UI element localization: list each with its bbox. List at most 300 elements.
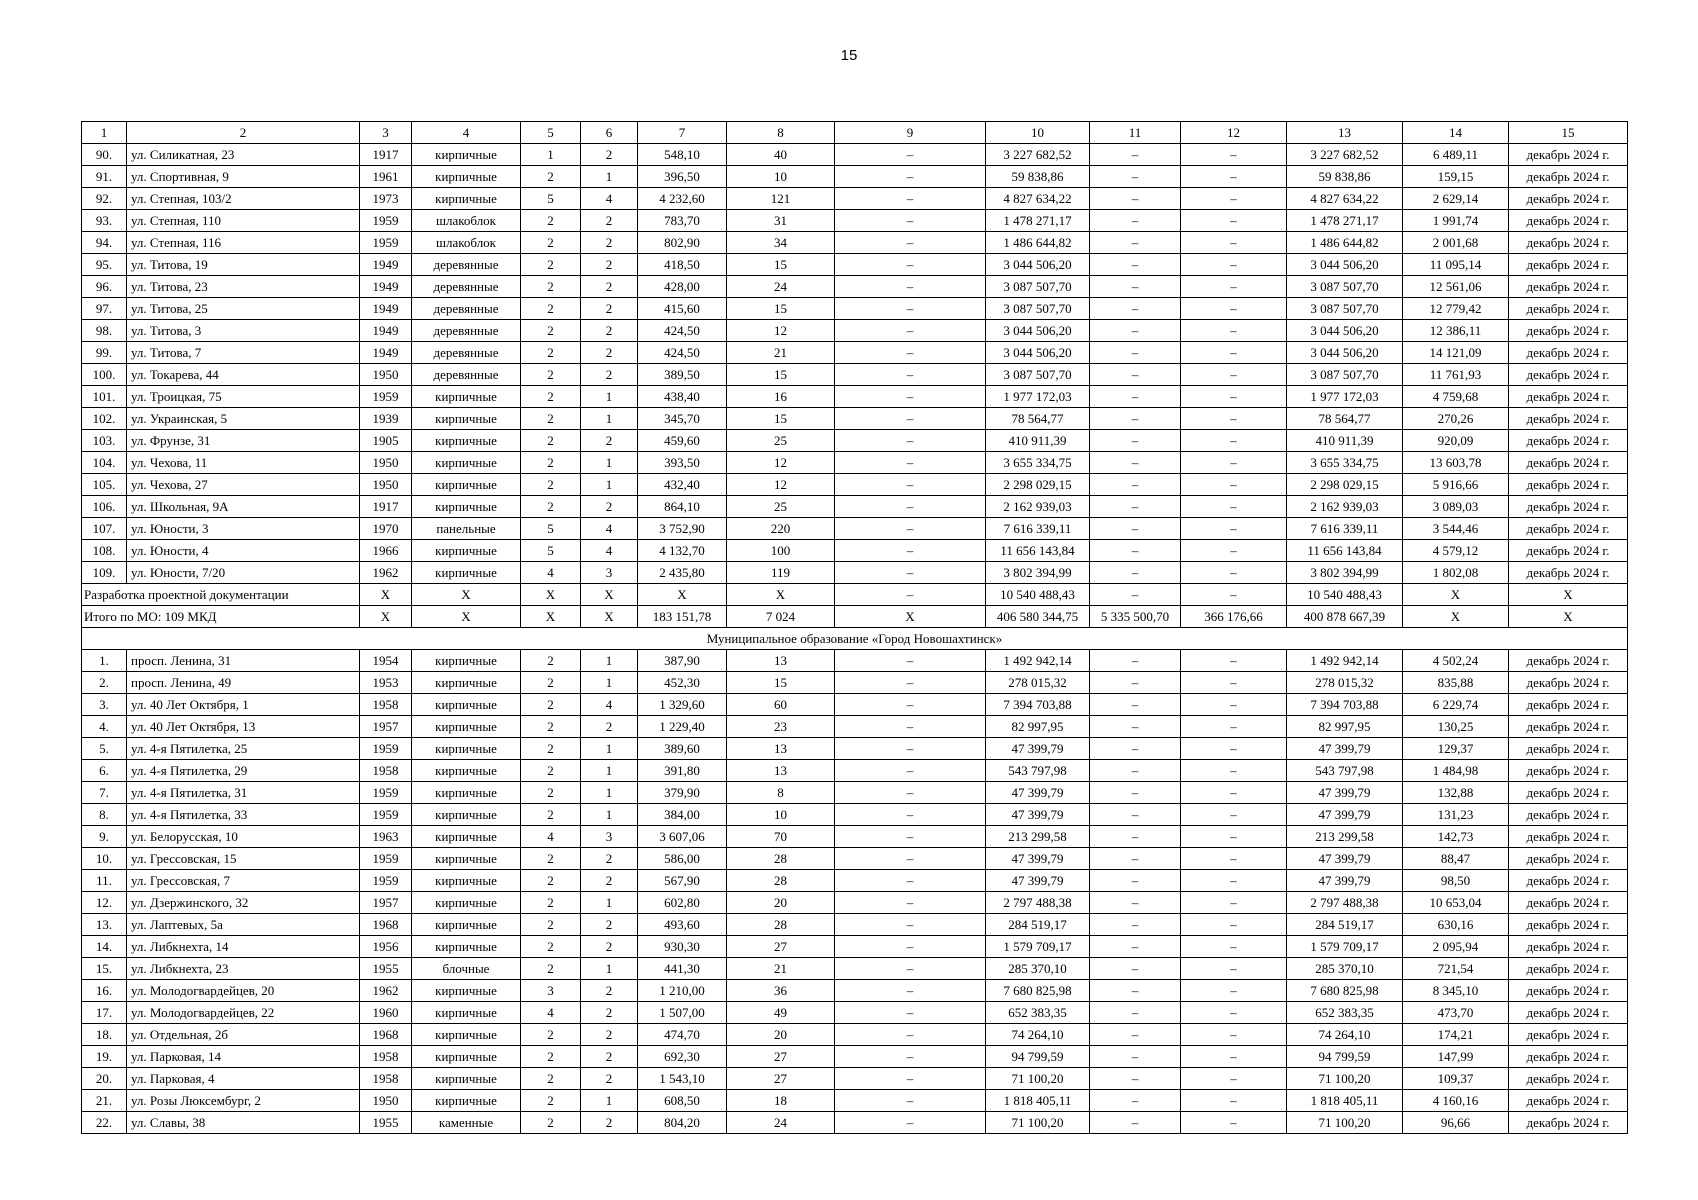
table-cell: 1962 xyxy=(360,980,412,1002)
table-cell: 1 579 709,17 xyxy=(1287,936,1403,958)
table-cell: – xyxy=(1090,782,1181,804)
table-cell: – xyxy=(1090,738,1181,760)
table-cell: Х xyxy=(581,584,638,606)
table-cell: 2 xyxy=(521,254,581,276)
table-cell: 3 227 682,52 xyxy=(1287,144,1403,166)
table-cell: Х xyxy=(521,584,581,606)
table-row xyxy=(82,342,1628,364)
table-cell: 94 799,59 xyxy=(986,1046,1090,1068)
table-cell: 387,90 xyxy=(638,650,727,672)
table-cell: – xyxy=(1181,1002,1287,1024)
table-cell: 2 095,94 xyxy=(1403,936,1509,958)
table-cell: ул. Силикатная, 23 xyxy=(127,144,360,166)
table-cell: 24 xyxy=(727,276,835,298)
table-cell: 11 656 143,84 xyxy=(1287,540,1403,562)
table-cell: 102. xyxy=(82,408,127,430)
table-cell: – xyxy=(1181,584,1287,606)
table-cell: Итого по МО: 109 МКД xyxy=(82,606,360,628)
table-cell: 21 xyxy=(727,342,835,364)
table-cell: 25 xyxy=(727,430,835,452)
table-cell: 7 xyxy=(638,122,727,144)
table-cell: Х xyxy=(360,584,412,606)
table-row xyxy=(82,540,1628,562)
table-cell: 10 xyxy=(727,166,835,188)
table-cell: – xyxy=(1181,1024,1287,1046)
table-cell: 20 xyxy=(727,892,835,914)
section-title-row xyxy=(82,628,1628,650)
table-row xyxy=(82,298,1628,320)
table-cell: декабрь 2024 г. xyxy=(1509,980,1628,1002)
table-cell: 602,80 xyxy=(638,892,727,914)
table-cell: 13 xyxy=(727,650,835,672)
table-cell: 1963 xyxy=(360,826,412,848)
table-row xyxy=(82,386,1628,408)
table-cell: 3 227 682,52 xyxy=(986,144,1090,166)
table-cell: 8 345,10 xyxy=(1403,980,1509,1002)
table-cell: ул. Спортивная, 9 xyxy=(127,166,360,188)
table-cell: деревянные xyxy=(412,320,521,342)
table-cell: 278 015,32 xyxy=(1287,672,1403,694)
table-cell: – xyxy=(1181,892,1287,914)
table-cell: – xyxy=(1090,144,1181,166)
table-cell: Х xyxy=(1403,606,1509,628)
table-cell: 7 024 xyxy=(727,606,835,628)
table-cell: 1 xyxy=(581,782,638,804)
table-cell: декабрь 2024 г. xyxy=(1509,210,1628,232)
table-row xyxy=(82,232,1628,254)
table-cell: декабрь 2024 г. xyxy=(1509,1090,1628,1112)
table-cell: – xyxy=(1090,452,1181,474)
table-cell: 2 xyxy=(581,914,638,936)
table-cell: – xyxy=(835,276,986,298)
table-cell: декабрь 2024 г. xyxy=(1509,760,1628,782)
table-cell: 2 xyxy=(521,342,581,364)
table-cell: – xyxy=(835,848,986,870)
table-cell: – xyxy=(1090,804,1181,826)
table-cell: 11 656 143,84 xyxy=(986,540,1090,562)
table-cell: 3 044 506,20 xyxy=(986,254,1090,276)
table-cell: декабрь 2024 г. xyxy=(1509,936,1628,958)
table-cell: 23 xyxy=(727,716,835,738)
table-row xyxy=(82,1002,1628,1024)
table-cell: – xyxy=(835,716,986,738)
table-cell: Х xyxy=(412,584,521,606)
table-cell: 2 xyxy=(521,870,581,892)
register-table xyxy=(81,121,1628,1134)
table-cell: 220 xyxy=(727,518,835,540)
table-cell: кирпичные xyxy=(412,496,521,518)
table-cell: – xyxy=(835,870,986,892)
table-cell: 652 383,35 xyxy=(986,1002,1090,1024)
table-cell: 47 399,79 xyxy=(986,870,1090,892)
table-cell: ул. Парковая, 4 xyxy=(127,1068,360,1090)
table-cell: – xyxy=(1090,826,1181,848)
table-cell: 7 616 339,11 xyxy=(1287,518,1403,540)
table-cell: кирпичные xyxy=(412,848,521,870)
table-cell: – xyxy=(1181,1068,1287,1090)
table-cell: 1 991,74 xyxy=(1403,210,1509,232)
table-cell: – xyxy=(835,232,986,254)
table-cell: 3 544,46 xyxy=(1403,518,1509,540)
table-cell: 101. xyxy=(82,386,127,408)
table-cell: – xyxy=(835,892,986,914)
table-cell: 4. xyxy=(82,716,127,738)
table-cell: 1959 xyxy=(360,848,412,870)
table-cell: ул. Степная, 103/2 xyxy=(127,188,360,210)
table-cell: – xyxy=(835,1112,986,1134)
table-cell: Муниципальное образование «Город Новошахтинск» xyxy=(82,628,1628,650)
table-cell: декабрь 2024 г. xyxy=(1509,1112,1628,1134)
table-cell: ул. Славы, 38 xyxy=(127,1112,360,1134)
table-cell: 379,90 xyxy=(638,782,727,804)
table-cell: – xyxy=(1090,540,1181,562)
table-cell: – xyxy=(1090,518,1181,540)
table-cell: – xyxy=(1090,958,1181,980)
table-cell: – xyxy=(1090,760,1181,782)
table-cell: Х xyxy=(1509,584,1628,606)
table-cell: 1 486 644,82 xyxy=(986,232,1090,254)
table-cell: 108. xyxy=(82,540,127,562)
table-cell: – xyxy=(1090,364,1181,386)
table-cell: 59 838,86 xyxy=(986,166,1090,188)
table-cell: 90. xyxy=(82,144,127,166)
table-cell: декабрь 2024 г. xyxy=(1509,804,1628,826)
table-cell: Х xyxy=(581,606,638,628)
table-cell: 2. xyxy=(82,672,127,694)
table-cell: 71 100,20 xyxy=(986,1112,1090,1134)
table-cell: – xyxy=(1181,1112,1287,1134)
table-cell: 1 xyxy=(581,474,638,496)
table-cell: 100. xyxy=(82,364,127,386)
table-row xyxy=(82,672,1628,694)
table-cell: декабрь 2024 г. xyxy=(1509,870,1628,892)
table-cell: – xyxy=(1090,276,1181,298)
table-cell: 11. xyxy=(82,870,127,892)
table-cell: 1 210,00 xyxy=(638,980,727,1002)
table-cell: декабрь 2024 г. xyxy=(1509,826,1628,848)
table-cell: 410 911,39 xyxy=(1287,430,1403,452)
table-cell: 1 xyxy=(581,804,638,826)
table-row xyxy=(82,254,1628,276)
table-cell: 3. xyxy=(82,694,127,716)
table-cell: ул. Отдельная, 2б xyxy=(127,1024,360,1046)
table-cell: 400 878 667,39 xyxy=(1287,606,1403,628)
table-cell: 12 779,42 xyxy=(1403,298,1509,320)
table-row xyxy=(82,760,1628,782)
table-cell: 5. xyxy=(82,738,127,760)
table-row xyxy=(82,738,1628,760)
table-cell: кирпичные xyxy=(412,914,521,936)
table-cell: – xyxy=(1090,936,1181,958)
table-cell: – xyxy=(835,452,986,474)
table-cell: 5 916,66 xyxy=(1403,474,1509,496)
table-cell: 27 xyxy=(727,936,835,958)
table-cell: 174,21 xyxy=(1403,1024,1509,1046)
table-cell: кирпичные xyxy=(412,782,521,804)
table-cell: кирпичные xyxy=(412,386,521,408)
table-cell: 2 xyxy=(581,848,638,870)
table-cell: 13 xyxy=(727,760,835,782)
table-cell: – xyxy=(1181,848,1287,870)
table-cell: 109. xyxy=(82,562,127,584)
table-cell: ул. Дзержинского, 32 xyxy=(127,892,360,914)
table-cell: 105. xyxy=(82,474,127,496)
table-cell: 119 xyxy=(727,562,835,584)
table-cell: 60 xyxy=(727,694,835,716)
table-cell: кирпичные xyxy=(412,738,521,760)
table-cell: 95. xyxy=(82,254,127,276)
table-cell: 473,70 xyxy=(1403,1002,1509,1024)
summary-row xyxy=(82,584,1628,606)
table-cell: 1968 xyxy=(360,914,412,936)
table-cell: 2 xyxy=(521,914,581,936)
table-cell: 3 044 506,20 xyxy=(986,342,1090,364)
table-cell: 213 299,58 xyxy=(986,826,1090,848)
table-cell: 3 087 507,70 xyxy=(986,276,1090,298)
table-cell: 27 xyxy=(727,1068,835,1090)
table-cell: 6 489,11 xyxy=(1403,144,1509,166)
table-cell: – xyxy=(1090,914,1181,936)
table-cell: 47 399,79 xyxy=(1287,870,1403,892)
table-row xyxy=(82,1046,1628,1068)
table-cell: 1950 xyxy=(360,474,412,496)
table-cell: деревянные xyxy=(412,364,521,386)
table-cell: 2 162 939,03 xyxy=(986,496,1090,518)
table-cell: ул. Школьная, 9А xyxy=(127,496,360,518)
table-cell: 106. xyxy=(82,496,127,518)
table-cell: – xyxy=(1090,584,1181,606)
table-cell: 11 761,93 xyxy=(1403,364,1509,386)
table-cell: 4 759,68 xyxy=(1403,386,1509,408)
table-cell: 47 399,79 xyxy=(1287,804,1403,826)
table-cell: ул. 40 Лет Октября, 13 xyxy=(127,716,360,738)
table-cell: кирпичные xyxy=(412,1068,521,1090)
table-cell: 1959 xyxy=(360,210,412,232)
table-cell: кирпичные xyxy=(412,892,521,914)
table-cell: 74 264,10 xyxy=(1287,1024,1403,1046)
table-cell: – xyxy=(1181,980,1287,1002)
table-cell: 3 087 507,70 xyxy=(1287,364,1403,386)
table-cell: – xyxy=(835,1090,986,1112)
summary-row xyxy=(82,606,1628,628)
table-cell: 71 100,20 xyxy=(986,1068,1090,1090)
table-cell: 7 680 825,98 xyxy=(1287,980,1403,1002)
table-cell: 1959 xyxy=(360,232,412,254)
table-cell: ул. Степная, 116 xyxy=(127,232,360,254)
table-cell: 2 xyxy=(521,958,581,980)
table-cell: 15 xyxy=(727,408,835,430)
table-cell: 1 484,98 xyxy=(1403,760,1509,782)
table-row xyxy=(82,980,1628,1002)
table-cell: 71 100,20 xyxy=(1287,1068,1403,1090)
table-cell: 2 xyxy=(581,298,638,320)
table-cell: 19. xyxy=(82,1046,127,1068)
table-cell: 1 229,40 xyxy=(638,716,727,738)
table-cell: 1959 xyxy=(360,386,412,408)
table-cell: просп. Ленина, 49 xyxy=(127,672,360,694)
table-row xyxy=(82,892,1628,914)
table-cell: кирпичные xyxy=(412,144,521,166)
table-cell: 474,70 xyxy=(638,1024,727,1046)
table-cell: – xyxy=(835,408,986,430)
table-cell: – xyxy=(835,342,986,364)
table-cell: кирпичные xyxy=(412,452,521,474)
table-cell: 3 655 334,75 xyxy=(986,452,1090,474)
table-cell: 2 xyxy=(581,496,638,518)
table-cell: 802,90 xyxy=(638,232,727,254)
table-cell: 6 xyxy=(581,122,638,144)
table-cell: декабрь 2024 г. xyxy=(1509,650,1628,672)
table-cell: Х xyxy=(638,584,727,606)
table-cell: 10 540 488,43 xyxy=(1287,584,1403,606)
table-cell: шлакоблок xyxy=(412,210,521,232)
table-cell: – xyxy=(1090,1024,1181,1046)
table-cell: 20 xyxy=(727,1024,835,1046)
table-cell: 1 478 271,17 xyxy=(986,210,1090,232)
table-cell: 1 802,08 xyxy=(1403,562,1509,584)
table-cell: – xyxy=(835,936,986,958)
table-cell: декабрь 2024 г. xyxy=(1509,474,1628,496)
table-cell: – xyxy=(1090,848,1181,870)
table-cell: – xyxy=(1090,1002,1181,1024)
table-cell: 49 xyxy=(727,1002,835,1024)
table-cell: ул. Титова, 19 xyxy=(127,254,360,276)
table-cell: 97. xyxy=(82,298,127,320)
table-cell: 36 xyxy=(727,980,835,1002)
table-cell: 418,50 xyxy=(638,254,727,276)
table-cell: 1 xyxy=(581,408,638,430)
table-cell: ул. 4-я Пятилетка, 25 xyxy=(127,738,360,760)
table-cell: кирпичные xyxy=(412,1024,521,1046)
table-cell: 1949 xyxy=(360,320,412,342)
table-cell: 93. xyxy=(82,210,127,232)
table-cell: Х xyxy=(835,606,986,628)
table-row xyxy=(82,320,1628,342)
table-cell: 28 xyxy=(727,870,835,892)
table-cell: 4 160,16 xyxy=(1403,1090,1509,1112)
table-cell: 4 827 634,22 xyxy=(986,188,1090,210)
table-cell: 1950 xyxy=(360,364,412,386)
table-row xyxy=(82,496,1628,518)
table-cell: декабрь 2024 г. xyxy=(1509,188,1628,210)
table-cell: Разработка проектной документации xyxy=(82,584,360,606)
table-cell: – xyxy=(835,584,986,606)
table-cell: ул. Титова, 3 xyxy=(127,320,360,342)
table-cell: – xyxy=(1090,430,1181,452)
table-cell: 16 xyxy=(727,386,835,408)
table-cell: ул. Троицкая, 75 xyxy=(127,386,360,408)
table-cell: декабрь 2024 г. xyxy=(1509,1002,1628,1024)
table-cell: – xyxy=(1181,232,1287,254)
table-cell: 630,16 xyxy=(1403,914,1509,936)
table-cell: – xyxy=(1181,738,1287,760)
table-cell: – xyxy=(1090,562,1181,584)
table-cell: – xyxy=(1090,694,1181,716)
table-cell: 14. xyxy=(82,936,127,958)
table-cell: – xyxy=(1090,1046,1181,1068)
table-cell: декабрь 2024 г. xyxy=(1509,716,1628,738)
table-row xyxy=(82,518,1628,540)
table-cell: 428,00 xyxy=(638,276,727,298)
table-cell: 1 543,10 xyxy=(638,1068,727,1090)
table-cell: 2 xyxy=(521,1046,581,1068)
table-cell: 14 121,09 xyxy=(1403,342,1509,364)
table-cell: 3 087 507,70 xyxy=(1287,276,1403,298)
table-cell: 2 xyxy=(581,254,638,276)
table-cell: 548,10 xyxy=(638,144,727,166)
table-cell: 21. xyxy=(82,1090,127,1112)
table-cell: 13 xyxy=(727,738,835,760)
table-cell: 147,99 xyxy=(1403,1046,1509,1068)
table-cell: 28 xyxy=(727,848,835,870)
table-cell: декабрь 2024 г. xyxy=(1509,364,1628,386)
table-cell: – xyxy=(1181,1090,1287,1112)
table-cell: 2 xyxy=(521,1024,581,1046)
table-cell: 1949 xyxy=(360,342,412,364)
table-cell: 2 xyxy=(521,672,581,694)
table-cell: 2 xyxy=(521,298,581,320)
table-cell: – xyxy=(1181,804,1287,826)
table-cell: 12 xyxy=(727,320,835,342)
table-cell: 31 xyxy=(727,210,835,232)
table-cell: 4 xyxy=(581,518,638,540)
table-cell: 12 xyxy=(1181,122,1287,144)
table-cell: 2 797 488,38 xyxy=(1287,892,1403,914)
table-cell: 91. xyxy=(82,166,127,188)
table-cell: 1950 xyxy=(360,1090,412,1112)
table-cell: панельные xyxy=(412,518,521,540)
table-cell: ул. Чехова, 27 xyxy=(127,474,360,496)
table-cell: – xyxy=(1090,320,1181,342)
table-row xyxy=(82,650,1628,672)
table-cell: 2 xyxy=(521,166,581,188)
table-cell: кирпичные xyxy=(412,408,521,430)
table-cell: – xyxy=(1090,496,1181,518)
table-cell: 78 564,77 xyxy=(1287,408,1403,430)
table-cell: ул. Молодогвардейцев, 20 xyxy=(127,980,360,1002)
table-cell: ул. Титова, 23 xyxy=(127,276,360,298)
table-cell: – xyxy=(1090,1090,1181,1112)
table-cell: 2 xyxy=(581,430,638,452)
table-cell: декабрь 2024 г. xyxy=(1509,254,1628,276)
table-cell: 159,15 xyxy=(1403,166,1509,188)
table-cell: 1 329,60 xyxy=(638,694,727,716)
table-cell: деревянные xyxy=(412,276,521,298)
table-cell: – xyxy=(1181,694,1287,716)
table-cell: 2 xyxy=(521,1090,581,1112)
table-cell: 2 xyxy=(581,1068,638,1090)
table-cell: 2 xyxy=(521,1112,581,1134)
table-cell: Х xyxy=(412,606,521,628)
table-cell: – xyxy=(1090,188,1181,210)
table-cell: 94. xyxy=(82,232,127,254)
table-row xyxy=(82,1112,1628,1134)
table-cell: 2 298 029,15 xyxy=(1287,474,1403,496)
table-cell: – xyxy=(835,826,986,848)
table-cell: – xyxy=(835,430,986,452)
table-cell: 1 818 405,11 xyxy=(986,1090,1090,1112)
table-cell: 18. xyxy=(82,1024,127,1046)
table-cell: декабрь 2024 г. xyxy=(1509,320,1628,342)
table-cell: 1 xyxy=(581,650,638,672)
table-cell: декабрь 2024 г. xyxy=(1509,342,1628,364)
table-row xyxy=(82,408,1628,430)
table-cell: 1955 xyxy=(360,958,412,980)
table-cell: декабрь 2024 г. xyxy=(1509,540,1628,562)
table-cell: 104. xyxy=(82,452,127,474)
table-cell: 40 xyxy=(727,144,835,166)
table-cell: 71 100,20 xyxy=(1287,1112,1403,1134)
